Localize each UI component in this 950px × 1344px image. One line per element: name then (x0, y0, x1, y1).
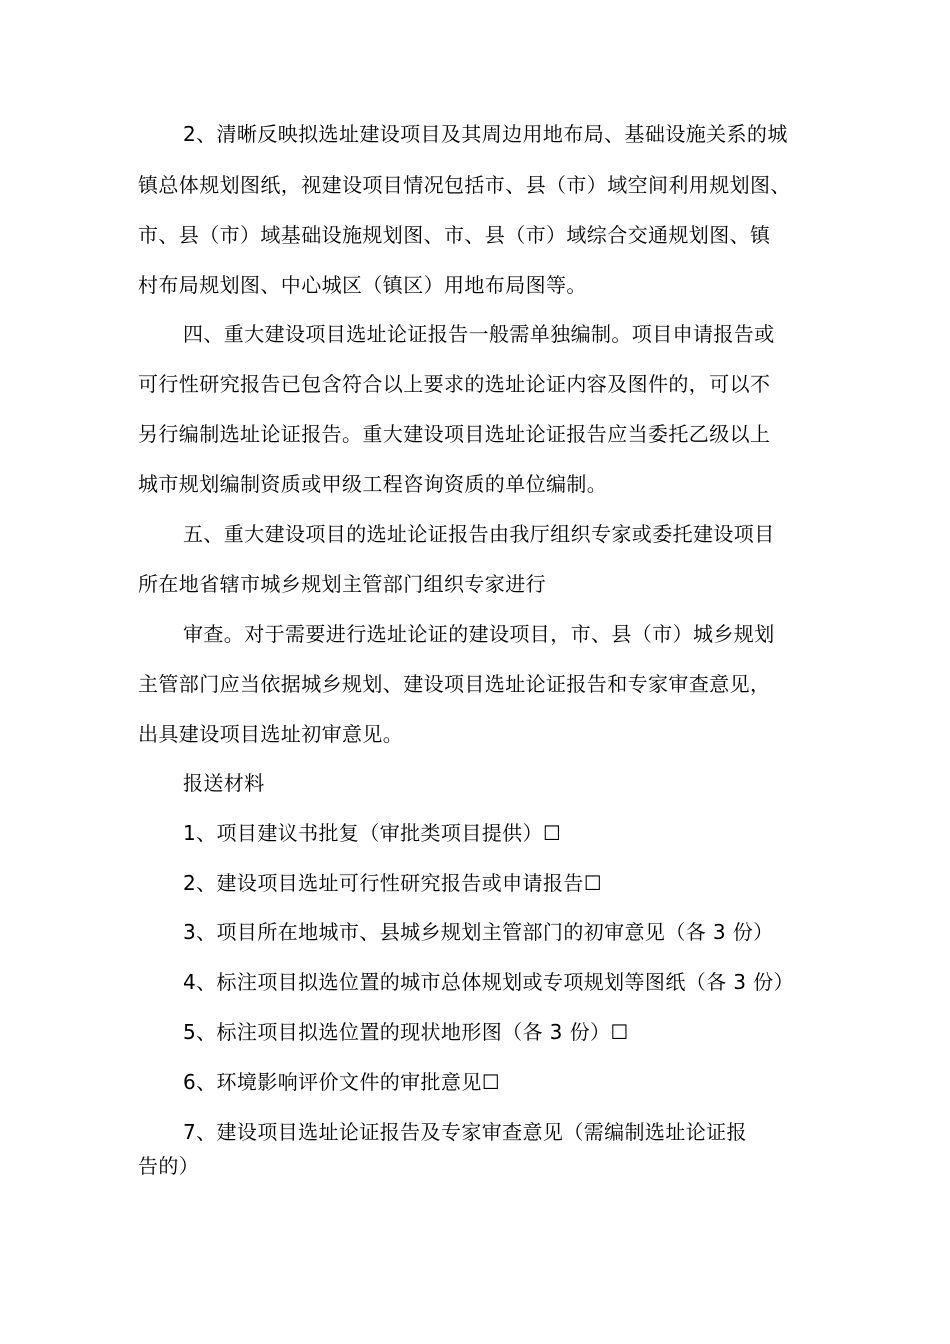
material-item-4: 4、标注项目拟选位置的城市总体规划或专项规划等图纸（各 3 份） (183, 970, 794, 994)
material-item-6: 6、环境影响评价文件的审批意见☐ (183, 1070, 501, 1094)
text-line: 四、重大建设项目选址论证报告一般需单独编制。项目申请报告或 (183, 322, 775, 346)
text-line: 所在地省辖市城乡规划主管部门组织专家进行 (138, 572, 546, 596)
text-line: 城市规划编制资质或甲级工程咨询资质的单位编制。 (138, 472, 608, 496)
text-line: 村布局规划图、中心城区（镇区）用地布局图等。 (138, 273, 587, 297)
heading-materials: 报送材料 (183, 771, 265, 795)
text-line: 可行性研究报告已包含符合以上要求的选址论证内容及图件的，可以不 (138, 372, 771, 396)
text-line: 2、清晰反映拟选址建设项目及其周边用地布局、基础设施关系的城 (183, 122, 788, 146)
material-item-1: 1、项目建议书批复（审批类项目提供）☐ (183, 821, 562, 845)
text-line: 审查。对于需要进行选址论证的建设项目，市、县（市）城乡规划 (183, 622, 775, 646)
text-line: 五、重大建设项目的选址论证报告由我厅组织专家或委托建设项目 (183, 522, 775, 546)
material-item-3: 3、项目所在地城市、县城乡规划主管部门的初审意见（各 3 份） (183, 920, 774, 944)
text-line: 另行编制选址论证报告。重大建设项目选址论证报告应当委托乙级以上 (138, 422, 771, 446)
text-line: 出具建设项目选址初审意见。 (138, 722, 404, 746)
text-line: 主管部门应当依据城乡规划、建设项目选址论证报告和专家审查意见， (138, 672, 771, 696)
material-item-5: 5、标注项目拟选位置的现状地形图（各 3 份）☐ (183, 1020, 629, 1044)
text-line: 市、县（市）域基础设施规划图、市、县（市）域综合交通规划图、镇 (138, 223, 771, 247)
text-line: 告的） (138, 1154, 200, 1178)
material-item-2: 2、建设项目选址可行性研究报告或申请报告☐ (183, 871, 603, 895)
text-line: 镇总体规划图纸，视建设项目情况包括市、县（市）域空间利用规划图、 (138, 173, 791, 197)
text-line: 7、建设项目选址论证报告及专家审查意见（需编制选址论证报 (183, 1120, 747, 1144)
